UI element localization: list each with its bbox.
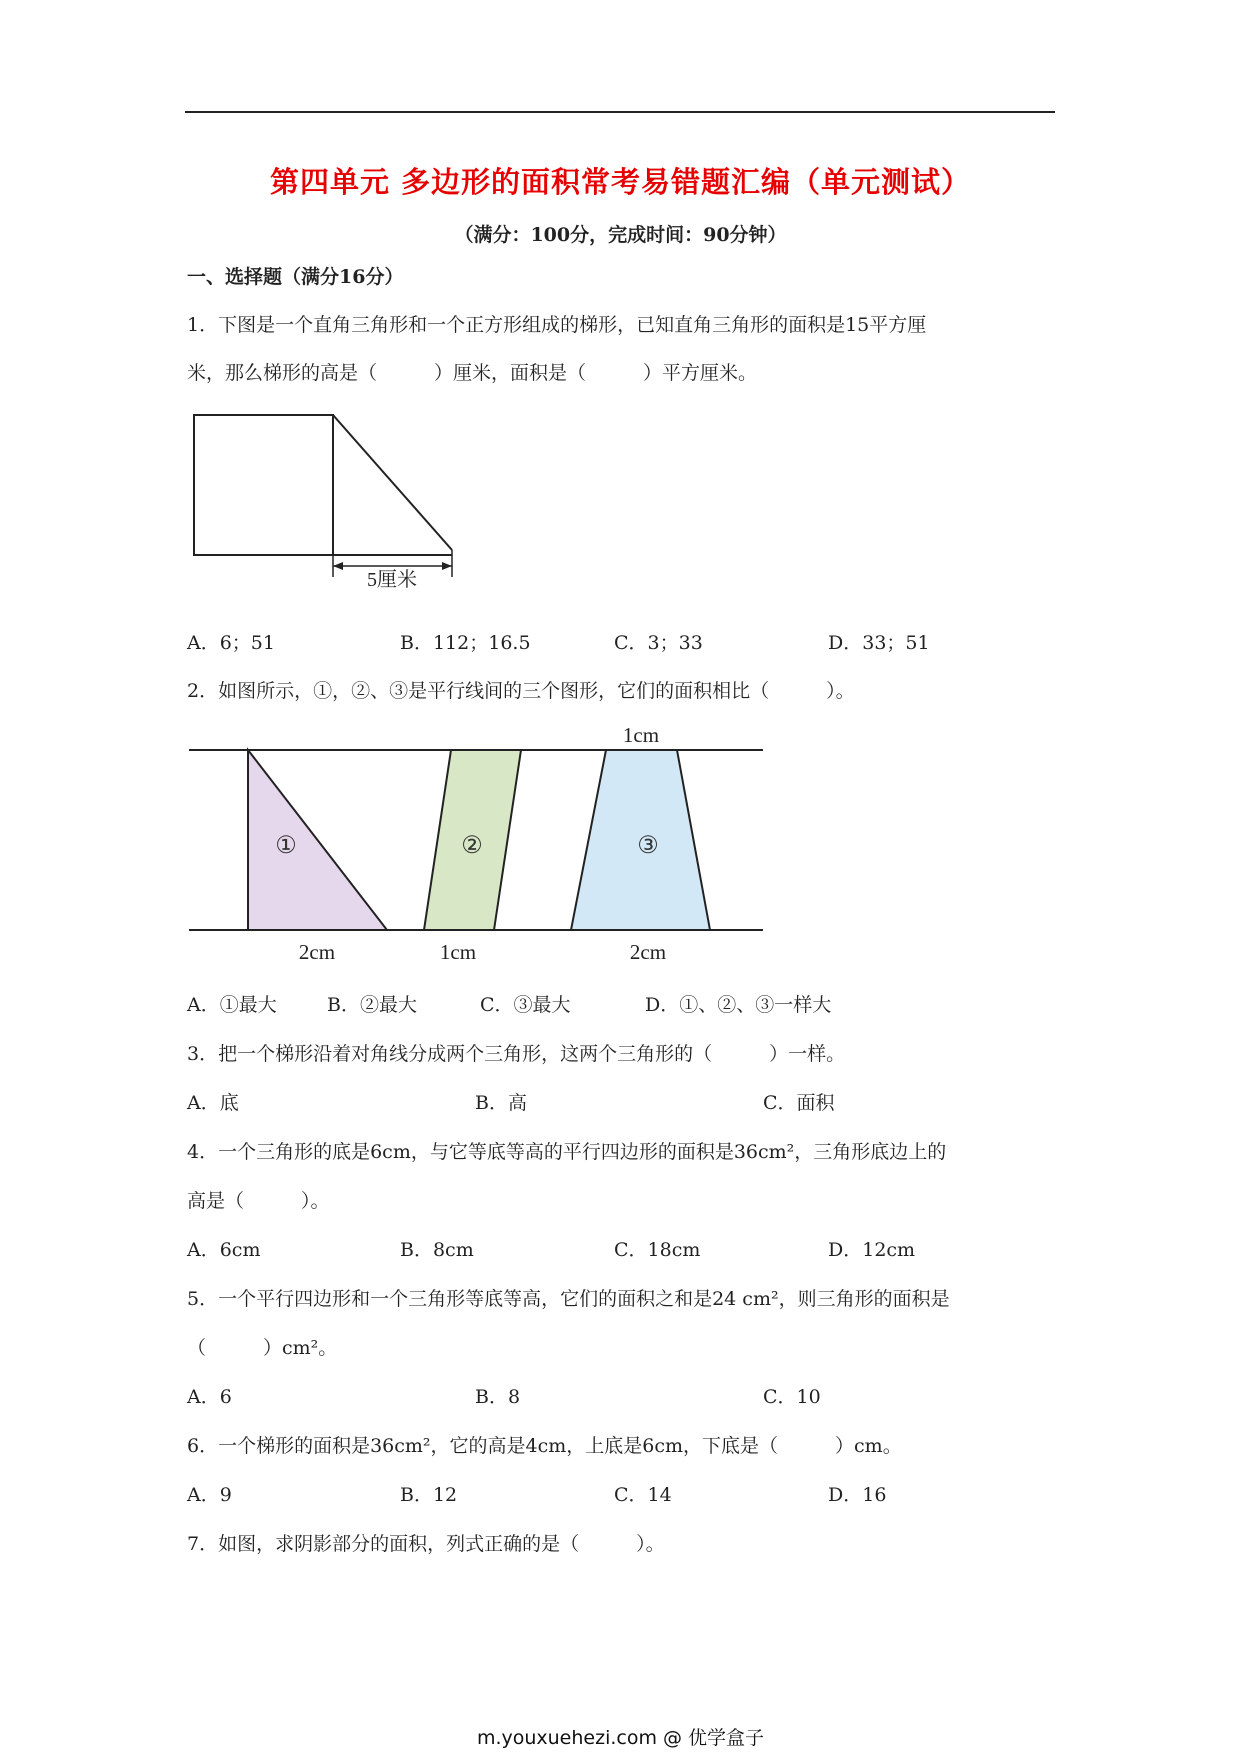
- question-6-option-a: A．9: [187, 1484, 232, 1506]
- question-5-option-b: B．8: [475, 1386, 521, 1408]
- square-shape: [194, 415, 333, 555]
- header-rule: [185, 111, 1055, 113]
- question-3-line-1: 3．把一个梯形沿着对角线分成两个三角形，这两个三角形的（ ）一样。: [187, 1043, 846, 1065]
- question-2-option-d: D．①、②、③一样大: [645, 994, 832, 1016]
- question-1-line-2: 米，那么梯形的高是（ ）厘米，面积是（ ）平方厘米。: [187, 362, 758, 384]
- question-7-line-1: 7．如图，求阴影部分的面积，列式正确的是（ ）。: [187, 1533, 665, 1555]
- question-3-option-b: B．高: [475, 1092, 527, 1114]
- question-5-line-2: （ ）cm²。: [187, 1337, 338, 1359]
- question-4-line-2: 高是（ ）。: [187, 1190, 330, 1212]
- bottom-dimension-label-3: 2cm: [629, 940, 667, 964]
- question-6-line-1: 6．一个梯形的面积是36cm²，它的高是4cm，上底是6cm，下底是（ ）cm。: [187, 1435, 902, 1457]
- bottom-dimension-label-2: 1cm: [439, 940, 477, 964]
- page-subtitle: （满分：100分，完成时间：90分钟）: [454, 224, 787, 246]
- question-2-figure: [185, 715, 775, 970]
- question-3-option-a: A．底: [187, 1092, 239, 1114]
- question-6-option-b: B．12: [400, 1484, 458, 1506]
- question-5-option-c: C．10: [763, 1386, 821, 1408]
- shape-1-label: ①: [275, 833, 297, 859]
- dimension-label: 5厘米: [367, 569, 417, 591]
- page-title: 第四单元 多边形的面积常考易错题汇编（单元测试）: [269, 165, 972, 199]
- triangle-hypotenuse: [333, 415, 452, 550]
- question-1-option-c: C．3；33: [614, 632, 703, 654]
- question-5-option-a: A．6: [187, 1386, 232, 1408]
- question-5-line-1: 5．一个平行四边形和一个三角形等底等高，它们的面积之和是24 cm²，则三角形的面积是: [187, 1288, 950, 1310]
- question-2-line-1: 2．如图所示，①，②、③是平行线间的三个图形，它们的面积相比（ ）。: [187, 680, 855, 702]
- question-4-line-1: 4．一个三角形的底是6cm，与它等底等高的平行四边形的面积是36cm²，三角形底边上的: [187, 1141, 947, 1163]
- top-dimension-label: 1cm: [622, 723, 660, 747]
- shape-2-label: ②: [461, 833, 483, 859]
- question-4-option-d: D．12cm: [828, 1239, 916, 1261]
- question-2-option-b: B．②最大: [327, 994, 417, 1016]
- question-4-option-c: C．18cm: [614, 1239, 701, 1261]
- question-1-line-1: 1．下图是一个直角三角形和一个正方形组成的梯形，已知直角三角形的面积是15平方厘: [187, 314, 927, 336]
- question-2-option-a: A．①最大: [187, 994, 277, 1016]
- question-4-option-a: A．6cm: [187, 1239, 261, 1261]
- bottom-dimension-label-1: 2cm: [298, 940, 336, 964]
- question-1-option-a: A．6；51: [187, 632, 275, 654]
- question-4-option-b: B．8cm: [400, 1239, 474, 1261]
- question-1-figure: [185, 405, 475, 610]
- section-heading: 一、选择题（满分16分）: [187, 266, 404, 288]
- question-6-option-c: C．14: [614, 1484, 672, 1506]
- triangle-shape: [248, 750, 387, 930]
- question-2-option-c: C．③最大: [480, 994, 571, 1016]
- question-1-option-b: B．112；16.5: [400, 632, 531, 654]
- question-1-option-d: D．33；51: [828, 632, 930, 654]
- question-3-option-c: C．面积: [763, 1092, 835, 1114]
- page-footer: m.youxuehezi.com @ 优学盒子: [476, 1727, 765, 1749]
- question-6-option-d: D．16: [828, 1484, 887, 1506]
- shape-3-label: ③: [637, 833, 659, 859]
